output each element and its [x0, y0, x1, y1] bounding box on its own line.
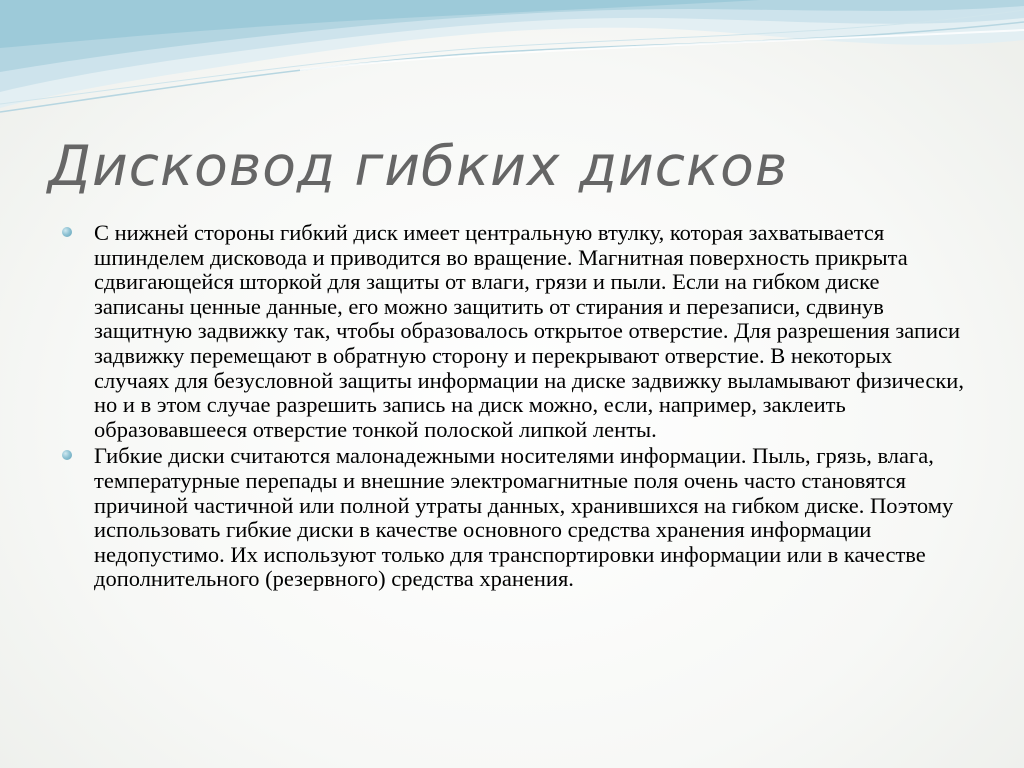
bullet-text: С нижней стороны гибкий диск имеет центральную втулку, которая захватывается шпинделем дисковода и приводится во вращение. Магнитная поверхность прикрыта сдвигающейся шторкой для защиты от влаги, грязи и пыли. Если на гибком диске записаны ценные данные, его можно защитить от стирания и перезаписи, сдвинув защитную задвижку так, чтобы образовалось открытое отверстие. Для разрешения записи задвижку перемещают в обратную сторону и перекрывают отверстие. В некоторых случаях для безусловной защиты информации на диске задвижку выламывают физически, но и в этом случае разрешить запись на диск можно, если, например, заклеить образовавшееся отверстие тонкой полоской липкой ленты. — [94, 220, 964, 442]
bullet-list — [62, 221, 972, 594]
bullet-item — [62, 444, 972, 592]
round-bullet-icon — [62, 450, 72, 460]
bullet-item — [62, 221, 972, 442]
slide-title: Дисковод гибких дисков — [48, 134, 789, 198]
round-bullet-icon — [62, 227, 72, 237]
bullet-text: Гибкие диски считаются малонадежными носителями информации. Пыль, грязь, влага, температурные перепады и внешние электромагнитные поля очень часто становятся причиной частичной или полной утраты данных, хранившихся на гибком диске. Поэтому использовать гибкие диски в качестве основного средства хранения информации недопустимо. Их используют только для транспортировки информации или в качестве дополнительного (резервного) средства хранения. — [94, 443, 954, 592]
wave-decoration — [0, 0, 1024, 130]
